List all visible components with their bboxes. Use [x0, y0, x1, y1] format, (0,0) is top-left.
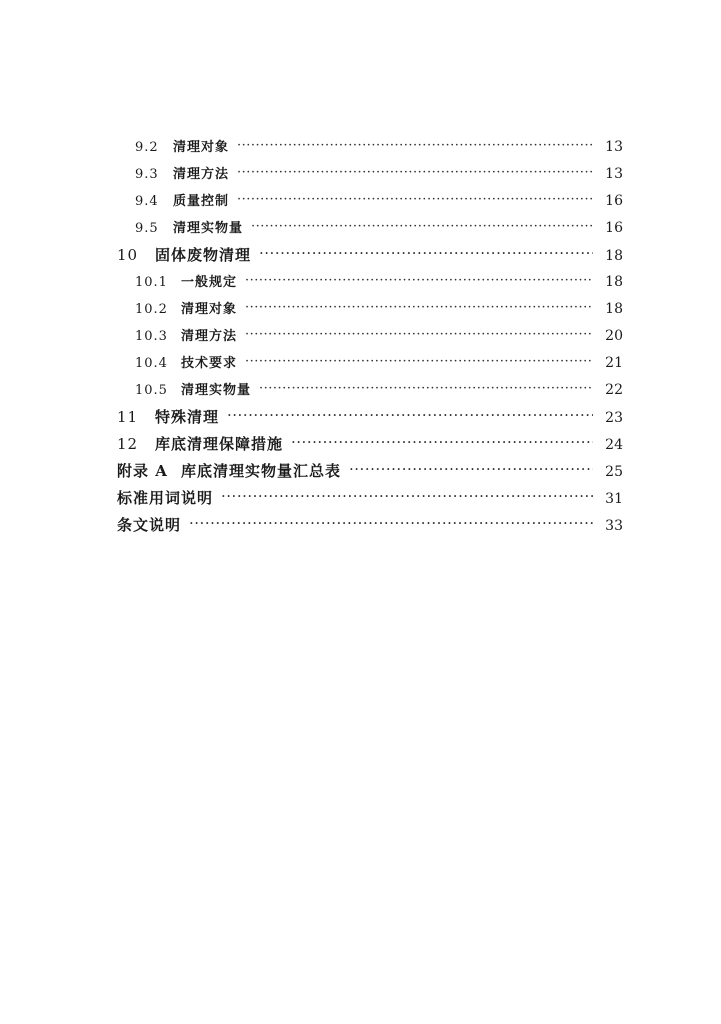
toc-entry-number: 11	[117, 408, 139, 426]
toc-entry-page: 25	[605, 464, 623, 480]
toc-entry-title: 清理实物量	[173, 221, 244, 236]
dot-leader	[237, 165, 593, 180]
toc-entry-title: 固体废物清理	[155, 246, 252, 264]
toc-entry-number: 9.5	[135, 221, 159, 236]
dot-leader	[259, 244, 593, 262]
toc-entry-page: 31	[605, 491, 623, 507]
dot-leader	[189, 514, 593, 532]
toc-entry-title: 条文说明	[117, 516, 182, 534]
toc-entry-page: 23	[605, 410, 623, 426]
toc-entry-page: 16	[605, 193, 623, 209]
toc-entry-title: 清理方法	[181, 329, 238, 344]
toc-entry-number: 10.1	[135, 275, 168, 290]
toc-entry-number: 10.2	[135, 302, 168, 317]
toc-entry-number: 10	[117, 246, 139, 264]
dot-leader	[237, 192, 593, 207]
dot-leader	[259, 381, 593, 396]
toc-entry-title: 一般规定	[181, 275, 238, 290]
toc-entry-number: 12	[117, 435, 139, 453]
toc-entry-title: 特殊清理	[155, 408, 220, 426]
dot-leader	[291, 433, 593, 451]
toc-entry-number: 9.2	[135, 140, 159, 155]
toc-entry-title: 质量控制	[173, 194, 230, 209]
dot-leader	[245, 300, 593, 315]
toc-entry-9-4[interactable]	[0, 190, 721, 217]
dot-leader	[221, 487, 593, 505]
toc-entry-9-2[interactable]	[0, 136, 721, 163]
toc-entry-page: 24	[605, 437, 623, 453]
toc-entry-10-2[interactable]	[0, 298, 721, 325]
toc-entry-page: 18	[605, 301, 623, 317]
toc-entry-page: 18	[605, 248, 623, 264]
table-of-contents	[0, 136, 721, 541]
dot-leader	[245, 327, 593, 342]
toc-entry-10-5[interactable]	[0, 379, 721, 406]
toc-entry-number: 10.5	[135, 383, 168, 398]
toc-entry-title: 清理实物量	[181, 383, 252, 398]
toc-entry-page: 21	[605, 355, 623, 371]
toc-entry-12[interactable]	[0, 433, 721, 460]
toc-entry-10-1[interactable]	[0, 271, 721, 298]
toc-entry-number: 附录 A	[117, 462, 168, 480]
toc-entry-10-3[interactable]	[0, 325, 721, 352]
toc-entry-title: 清理方法	[173, 167, 230, 182]
toc-entry-page: 13	[605, 166, 623, 182]
toc-entry-page: 13	[605, 139, 623, 155]
dot-leader	[227, 406, 593, 424]
toc-entry-number: 9.4	[135, 194, 159, 209]
dot-leader	[251, 219, 593, 234]
toc-entry-title: 清理对象	[173, 140, 230, 155]
toc-entry-title: 技术要求	[181, 356, 238, 371]
toc-entry-title: 库底清理保障措施	[155, 435, 284, 453]
toc-entry-11[interactable]	[0, 406, 721, 433]
dot-leader	[245, 273, 593, 288]
toc-entry-number: 9.3	[135, 167, 159, 182]
toc-entry-title: 清理对象	[181, 302, 238, 317]
toc-entry-page: 16	[605, 220, 623, 236]
toc-entry-appendix-a[interactable]	[0, 460, 721, 487]
toc-entry-9-3[interactable]	[0, 163, 721, 190]
toc-entry-title: 库底清理实物量汇总表	[181, 462, 342, 480]
toc-entry-9-5[interactable]	[0, 217, 721, 244]
toc-entry-page: 18	[605, 274, 623, 290]
toc-entry-page: 20	[605, 328, 623, 344]
toc-entry-page: 22	[605, 382, 623, 398]
toc-entry-provision-notes[interactable]	[0, 514, 721, 541]
toc-entry-standard-terms[interactable]	[0, 487, 721, 514]
dot-leader	[245, 354, 593, 369]
dot-leader	[237, 138, 593, 153]
toc-entry-10[interactable]	[0, 244, 721, 271]
toc-entry-number: 10.3	[135, 329, 168, 344]
toc-entry-10-4[interactable]	[0, 352, 721, 379]
toc-entry-title: 标准用词说明	[117, 489, 214, 507]
dot-leader	[349, 460, 593, 478]
toc-entry-page: 33	[605, 518, 623, 534]
toc-entry-number: 10.4	[135, 356, 168, 371]
